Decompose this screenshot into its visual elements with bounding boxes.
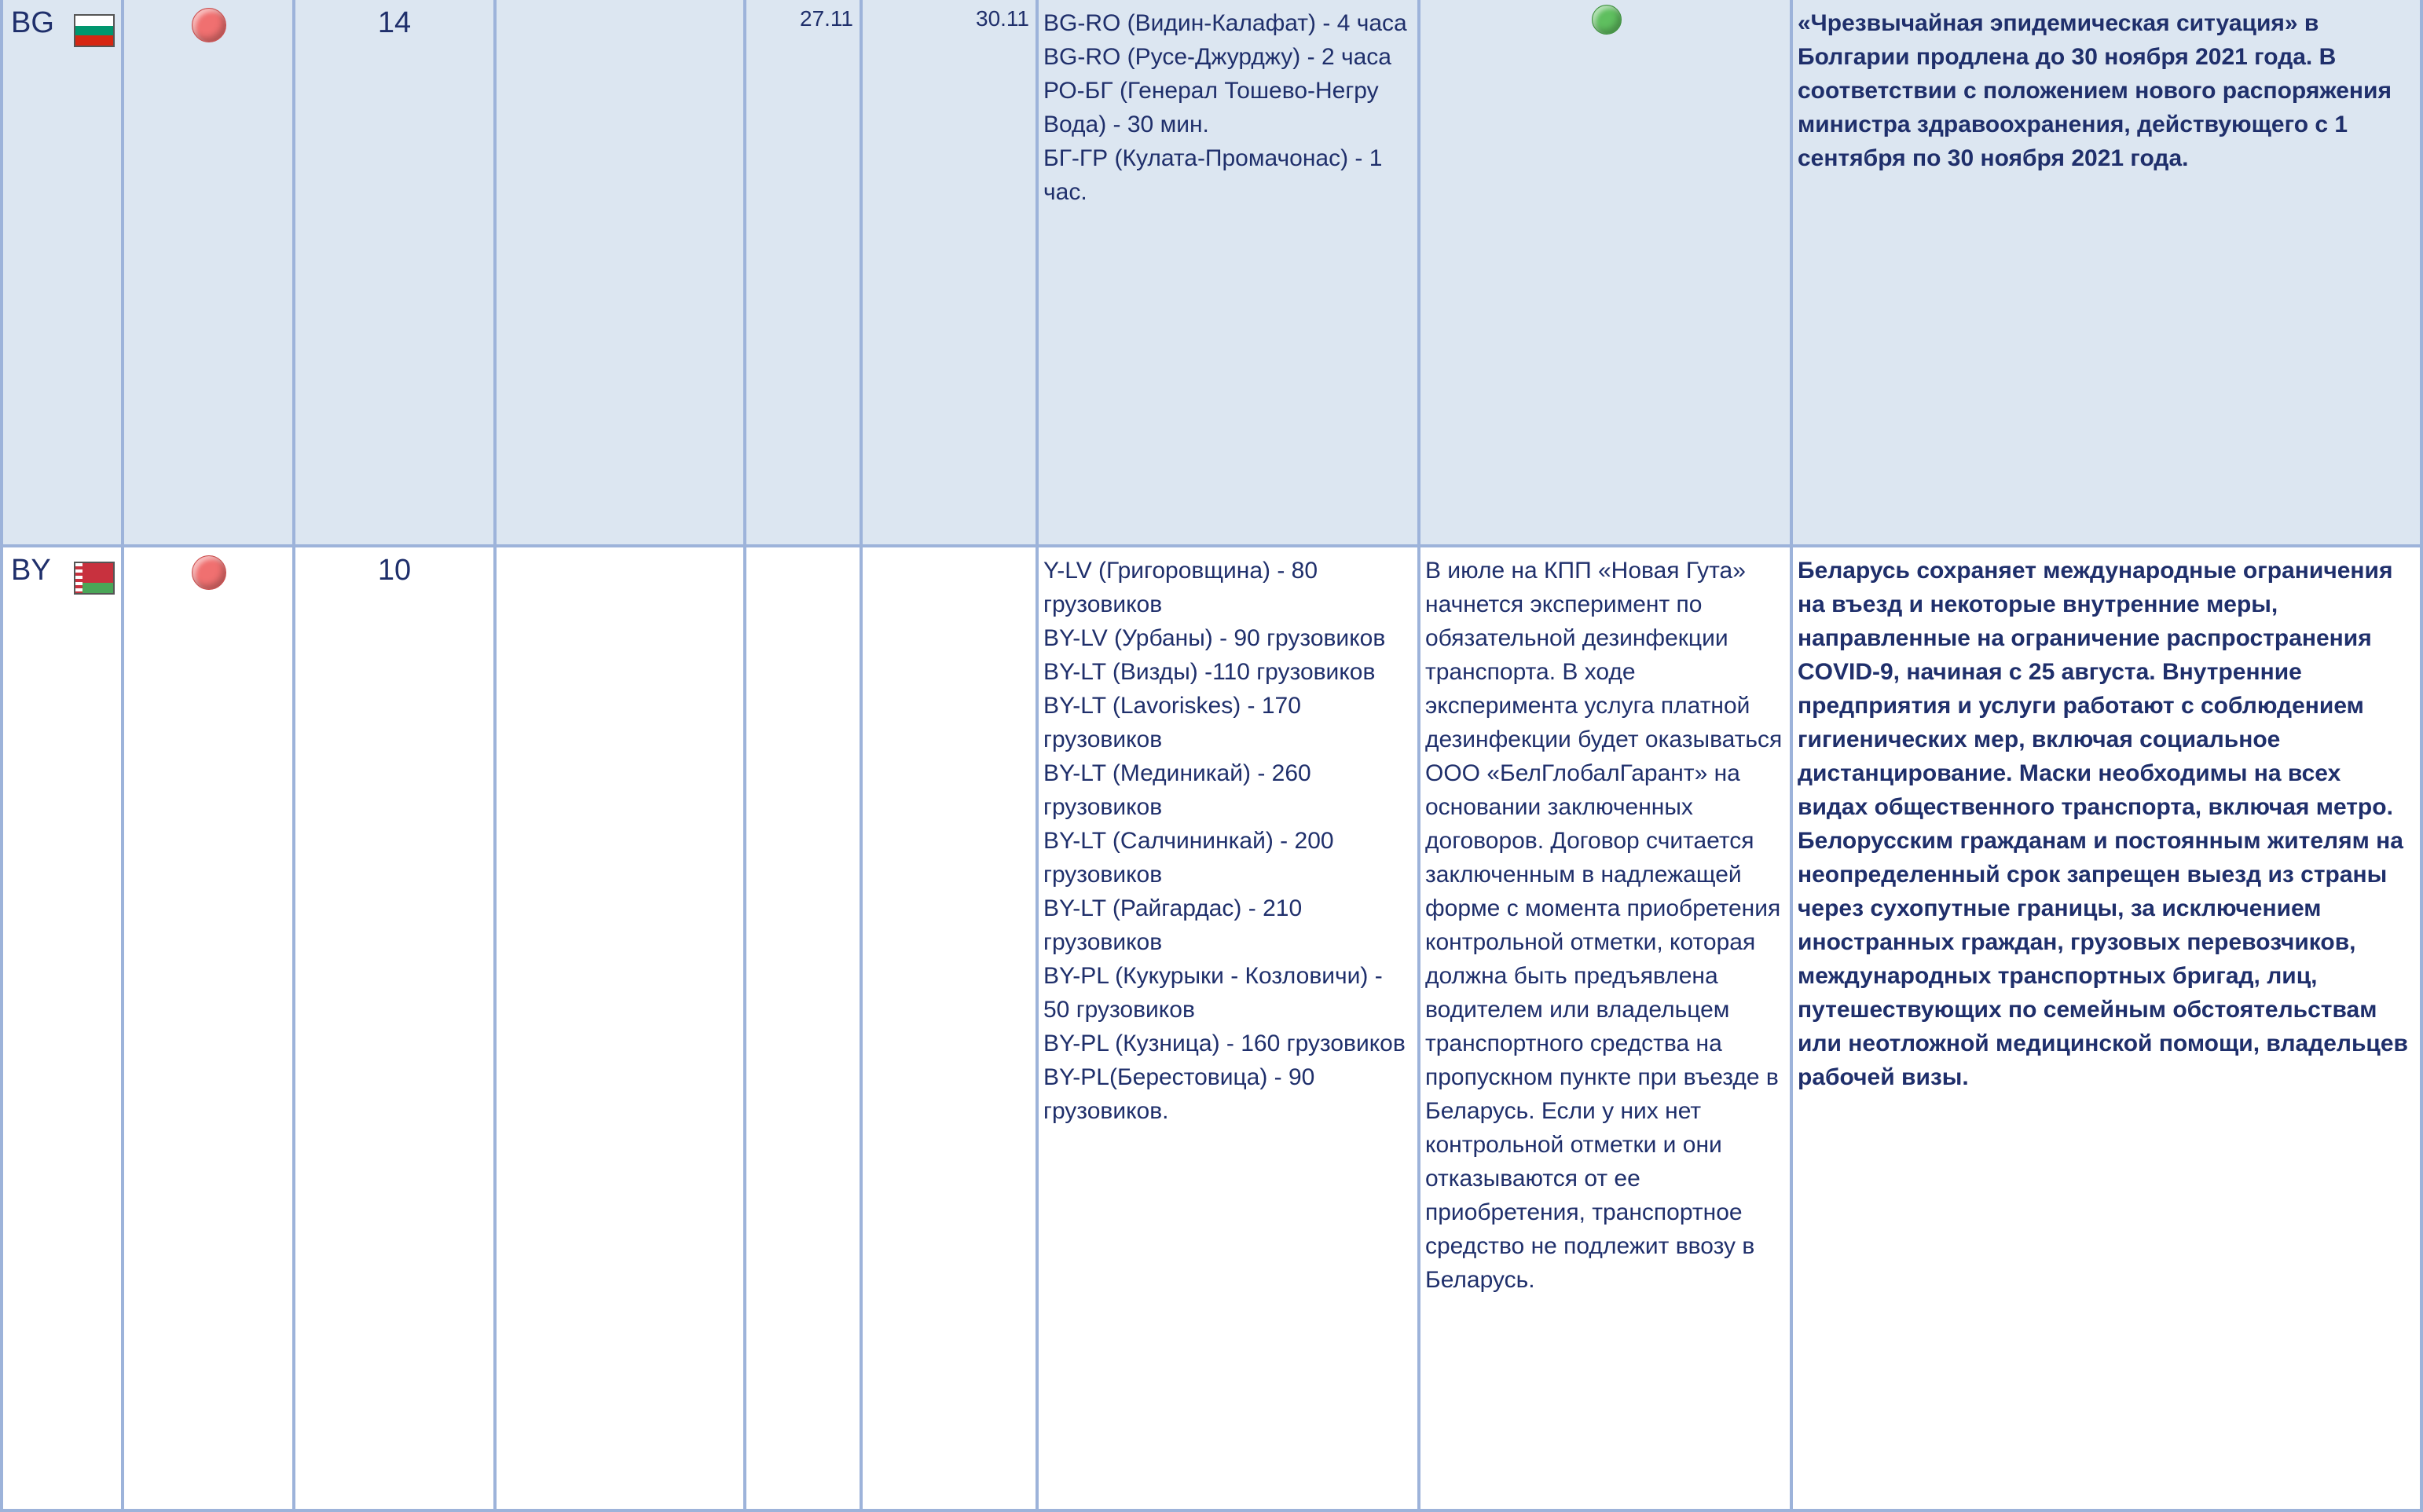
count-value: 14: [377, 6, 412, 39]
info-cell: [1420, 547, 1793, 1512]
note-paragraph: Беларусь сохраняет международные ограничения на въезд и некоторые внутренние меры, направленные на ограничение распространения COVID-9, начиная с 25 августа.: [1798, 558, 2393, 685]
note-paragraph: Белорусским гражданам и постоянным жителям на неопределенный срок запрещен выезд из страны через сухопутные границы, за исключением иностранных граждан, грузовых перевозчиков, международных транспортных бригад, лиц, путешествующих по семейным обстоятельствам или неотложной медицинской помощи, владельцев рабочей визы.: [1798, 828, 2408, 1090]
crossings-list: [1043, 554, 1413, 1128]
info-text: В июле на КПП «Новая Гута» начнется эксперимент по обязательной дезинфекции транспорта. В ходе эксперимента услуга платной дезинфекции будет оказываться ООО «БелГлобалГарант» на основании заключенных договоров. Договор считается заключенным в надлежащей форме с момента приобретения контрольной отметки, которая должна быть предъявлена водителем или владельцем транспортного средства на пропускном пункте при въезде в Беларусь. Если у них нет контрольной отметки и они отказываются от ее приобретения, транспортное средство не подлежит ввозу в Беларусь.: [1425, 558, 1783, 1293]
crossing-item: BY-PL (Кукурыки - Козловичи) - 50 грузовиков: [1043, 963, 1383, 1023]
red-status-icon: [192, 555, 226, 590]
count-cell: [295, 0, 497, 547]
country-code: BY: [11, 554, 51, 587]
date-from-cell: [746, 0, 863, 547]
bulgaria-flag-icon: [74, 14, 115, 47]
extra-status-cell: [1420, 0, 1793, 547]
crossing-item: РО-БГ (Генерал Тошево-Негру Вода) - 30 мин.: [1043, 78, 1379, 137]
crossing-item: BY-LT (Визды) -110 грузовиков: [1043, 659, 1376, 685]
green-status-icon: [1592, 5, 1622, 35]
date-from: 27.11: [800, 6, 853, 31]
empty-cell: [497, 0, 746, 547]
crossings-list: [1043, 6, 1413, 209]
country-cell: [0, 547, 124, 1512]
crossing-item: BY-LT (Райгардас) - 210 грузовиков: [1043, 895, 1303, 955]
crossing-item: BY-LT (Салчининкай) - 200 грузовиков: [1043, 828, 1334, 888]
note-paragraph: Внутренние предприятия и услуги работают с соблюдением гигиенических мер, включая социальное дистанцирование. Маски необходимы на всех видах общественного транспорта, включая метро.: [1798, 659, 2393, 820]
table-row-by: [0, 547, 2423, 1512]
note-text: [1798, 554, 2417, 1094]
count-value: 10: [377, 554, 412, 587]
country-cell: [0, 0, 124, 547]
status-cell: [124, 0, 295, 547]
crossings-cell: [1039, 0, 1420, 547]
empty-cell: [746, 547, 863, 1512]
empty-cell: [863, 547, 1039, 1512]
count-cell: [295, 547, 497, 1512]
crossing-item: BY-LT (Lavoriskes) - 170 грузовиков: [1043, 693, 1301, 752]
date-to-cell: [863, 0, 1039, 547]
belarus-flag-icon: [74, 562, 115, 595]
empty-cell: [497, 547, 746, 1512]
country-code: BG: [11, 6, 54, 39]
crossing-item: BY-LV (Урбаны) - 90 грузовиков: [1043, 625, 1386, 651]
table-row-bg: [0, 0, 2423, 547]
crossing-item: БГ-ГР (Кулата-Промачонас) - 1 час.: [1043, 145, 1383, 205]
date-to: 30.11: [976, 6, 1029, 31]
crossing-item: BY-PL(Берестовица) - 90 грузовиков.: [1043, 1064, 1315, 1124]
crossing-item: Y-LV (Григоровщина) - 80 грузовиков: [1043, 558, 1318, 617]
crossing-item: BY-PL (Кузница) - 160 грузовиков: [1043, 1031, 1406, 1056]
crossing-item: BG-RO (Видин-Калафат) - 4 часа: [1043, 10, 1407, 36]
crossing-item: BY-LT (Мединикай) - 260 грузовиков: [1043, 760, 1311, 820]
crossings-cell: [1039, 547, 1420, 1512]
note-cell: [1793, 547, 2423, 1512]
note-cell: [1793, 0, 2423, 547]
status-cell: [124, 547, 295, 1512]
note-text: «Чрезвычайная эпидемическая ситуация» в Болгарии продлена до 30 ноября 2021 года. В соответствии с положением нового распоряжения министра здравоохранения, действующего с 1 сентября по 30 ноября 2021 года.: [1798, 10, 2392, 171]
red-status-icon: [192, 8, 226, 42]
crossing-item: BG-RO (Русе-Джурджу) - 2 часа: [1043, 44, 1391, 70]
